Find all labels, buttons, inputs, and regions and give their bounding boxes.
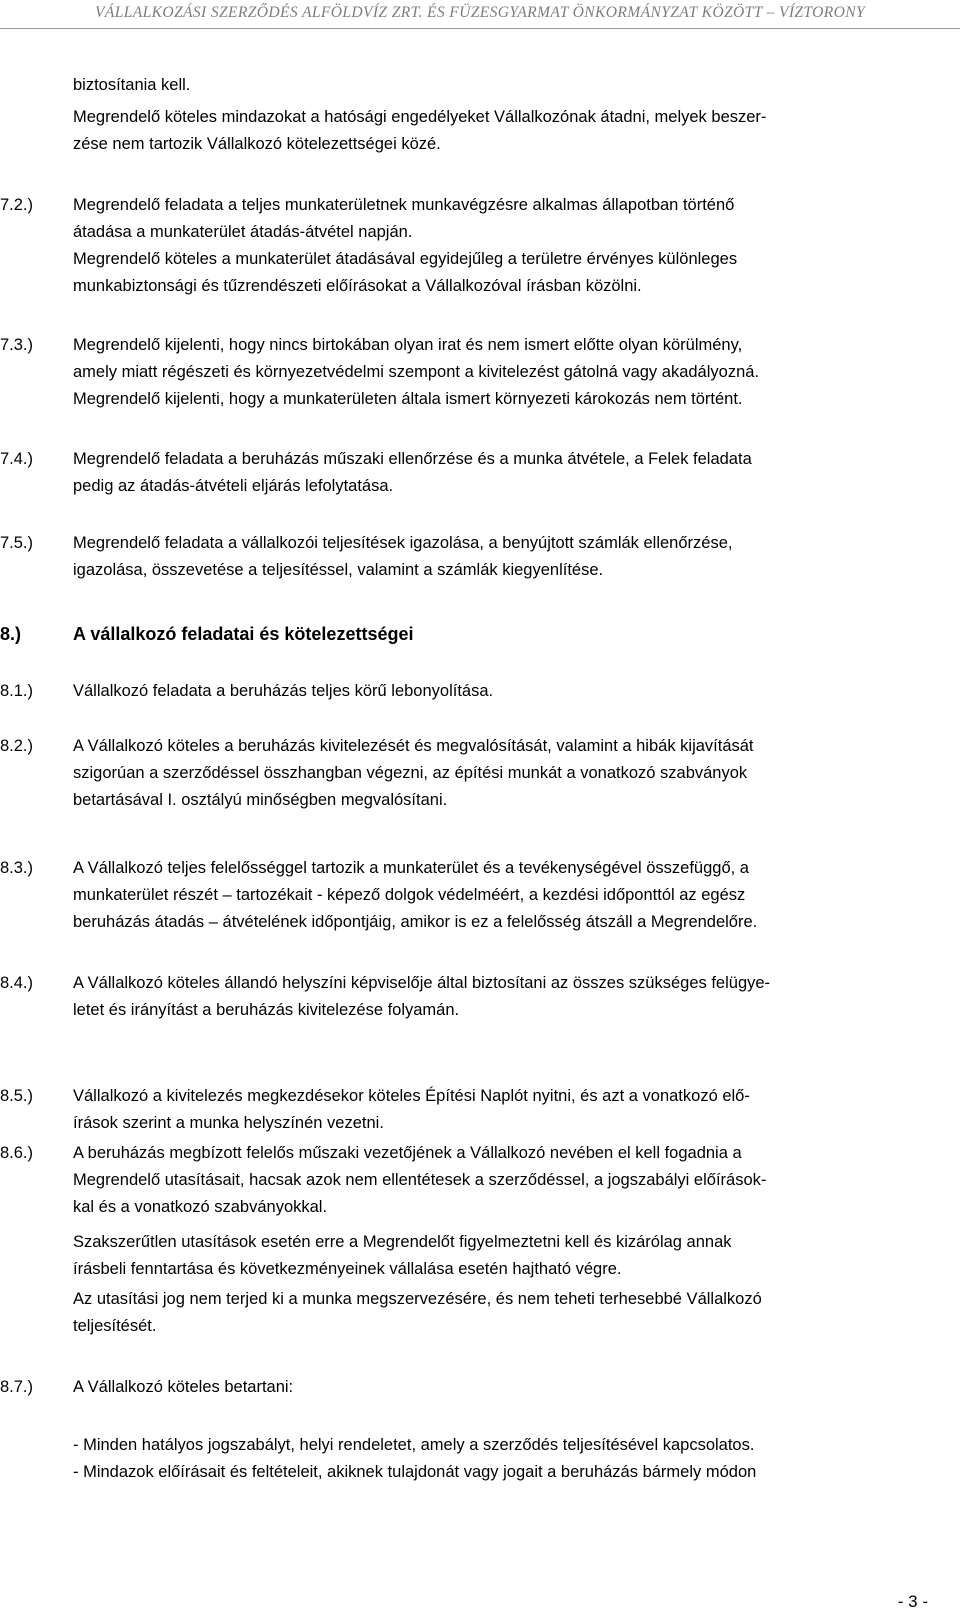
paragraph-line: pedig az átadás-átvételi eljárás lefolytatása. xyxy=(73,477,394,495)
paragraph-line: munkabiztonsági és tűzrendészeti előírásokat a Vállalkozóval írásban közölni. xyxy=(73,277,642,295)
paragraph-line: Megrendelő feladata a vállalkozói teljesítések igazolása, a benyújtott számlák ellenőrzése, xyxy=(73,534,733,552)
running-header-title: VÁLLALKOZÁSI SZERZŐDÉS ALFÖLDVÍZ ZRT. ÉS FÜZESGYARMAT ÖNKORMÁNYZAT KÖZÖTT – VÍZTORONY xyxy=(94,4,866,21)
paragraph-line: A beruházás megbízott felelős műszaki vezetőjének a Vállalkozó nevében el kell fogadnia a xyxy=(73,1144,742,1162)
paragraph-line: A Vállalkozó teljes felelősséggel tartozik a munkaterület és a tevékenységével összefüggő, a xyxy=(73,859,749,877)
section-paragraph xyxy=(73,1286,949,1340)
paragraph-line: Az utasítási jog nem terjed ki a munka megszervezésére, és nem teheti terhesebbé Vállalkozó xyxy=(73,1290,762,1308)
section-number: 8.4.) xyxy=(0,974,34,992)
list-item: - Minden hatályos jogszabályt, helyi rendeletet, amely a szerződés teljesítésével kapcsolatos. xyxy=(73,1436,755,1454)
section-paragraph xyxy=(73,1229,949,1283)
heading-title: A vállalkozó feladatai és kötelezettségei xyxy=(73,624,414,644)
paragraph-line: kal és a vonatkozó szabványokkal. xyxy=(73,1198,328,1216)
paragraph-line: letet és irányítást a beruházás kivitelezése folyamán. xyxy=(73,1001,460,1019)
paragraph-line: munkaterület részét – tartozékait - képező dolgok védelméért, a kezdési időponttól az egész xyxy=(73,886,746,904)
paragraph-line: A Vállalkozó köteles állandó helyszíni képviselője által biztosítani az összes szükséges felügye- xyxy=(73,974,771,992)
section-paragraph xyxy=(73,1140,949,1221)
paragraph-line: átadása a munkaterület átadás-átvétel napján. xyxy=(73,223,413,241)
section-paragraph xyxy=(73,246,949,300)
paragraph-line: Megrendelő kijelenti, hogy a munkaterületen általa ismert környezeti károkozás nem történt. xyxy=(73,390,743,408)
list-item: - Mindazok előírásait és feltételeit, akiknek tulajdonát vagy jogait a beruházás bármely módon xyxy=(73,1463,757,1481)
section-paragraph xyxy=(73,733,949,814)
section-number: 8.6.) xyxy=(0,1144,34,1162)
section-paragraph xyxy=(73,970,949,1024)
section-paragraph xyxy=(73,678,949,705)
section-paragraph xyxy=(73,1083,949,1137)
paragraph-line: Szakszerűtlen utasítások esetén erre a Megrendelőt figyelmeztetni kell és kizárólag annak xyxy=(73,1233,732,1251)
heading-number: 8.) xyxy=(0,624,22,644)
paragraph-line: szigorúan a szerződéssel összhangban végezni, az építési munkát a vonatkozó szabványok xyxy=(73,764,748,782)
paragraph-line: teljesítését. xyxy=(73,1317,157,1335)
section-number: 8.1.) xyxy=(0,682,34,700)
paragraph-line: amely miatt régészeti és környezetvédelmi szempont a kivitelezést gátolná vagy akadályozná. xyxy=(73,363,760,381)
section-paragraph xyxy=(73,332,949,386)
paragraph-line: igazolása, összevetése a teljesítéssel, valamint a számlák kiegyenlítése. xyxy=(73,561,604,579)
section-number: 8.2.) xyxy=(0,737,34,755)
section-paragraph xyxy=(73,855,949,936)
section-paragraph xyxy=(73,192,949,246)
section-paragraph xyxy=(73,446,949,500)
section-number: 7.2.) xyxy=(0,196,34,214)
paragraph-line: beruházás átadás – átvételének időpontjáig, amikor is ez a felelősség átszáll a Megrendelőre. xyxy=(73,913,758,931)
paragraph-line: írások szerint a munka helyszínén vezetni. xyxy=(73,1114,384,1132)
paragraph-line: Megrendelő kijelenti, hogy nincs birtokában olyan irat és nem ismert előtte olyan körülmény, xyxy=(73,336,743,354)
section-paragraph xyxy=(73,530,949,584)
continuation-line: Megrendelő köteles mindazokat a hatósági engedélyeket Vállalkozónak átadni, melyek beszer- xyxy=(73,108,767,126)
section-number: 7.3.) xyxy=(0,336,34,354)
section-number: 8.7.) xyxy=(0,1378,34,1396)
paragraph-line: írásbeli fenntartása és következményeinek vállalása esetén hajtható végre. xyxy=(73,1260,622,1278)
paragraph-line: A Vállalkozó köteles betartani: xyxy=(73,1378,294,1396)
section-number: 7.5.) xyxy=(0,534,34,552)
paragraph-line: Vállalkozó a kivitelezés megkezdésekor köteles Építési Naplót nyitni, és azt a vonatkozó elő- xyxy=(73,1087,750,1105)
paragraph-line: A Vállalkozó köteles a beruházás kivitelezését és megvalósítását, valamint a hibák kijavítását xyxy=(73,737,754,755)
section-number: 8.3.) xyxy=(0,859,34,877)
paragraph-line: Vállalkozó feladata a beruházás teljes körű lebonyolítása. xyxy=(73,682,494,700)
section-number: 8.5.) xyxy=(0,1087,34,1105)
paragraph-line: Megrendelő feladata a beruházás műszaki ellenőrzése és a munka átvétele, a Felek feladata xyxy=(73,450,752,468)
section-number: 7.4.) xyxy=(0,450,34,468)
paragraph-line: Megrendelő utasításait, hacsak azok nem ellentétesek a szerződéssel, a jogszabályi előírások- xyxy=(73,1171,767,1189)
section-paragraph xyxy=(73,1374,949,1401)
running-header xyxy=(0,0,960,29)
paragraph-line: Megrendelő köteles a munkaterület átadásával egyidejűleg a területre érvényes különleges xyxy=(73,250,738,268)
paragraph-line: Megrendelő feladata a teljes munkaterületnek munkavégzésre alkalmas állapotban történő xyxy=(73,196,735,214)
continuation-line: zése nem tartozik Vállalkozó kötelezettségei közé. xyxy=(73,135,441,153)
section-paragraph xyxy=(73,386,949,413)
paragraph-line: betartásával I. osztályú minőségben megvalósítani. xyxy=(73,791,448,809)
continuation-line: biztosítania kell. xyxy=(73,76,191,94)
page-number: - 3 - xyxy=(897,1592,928,1611)
